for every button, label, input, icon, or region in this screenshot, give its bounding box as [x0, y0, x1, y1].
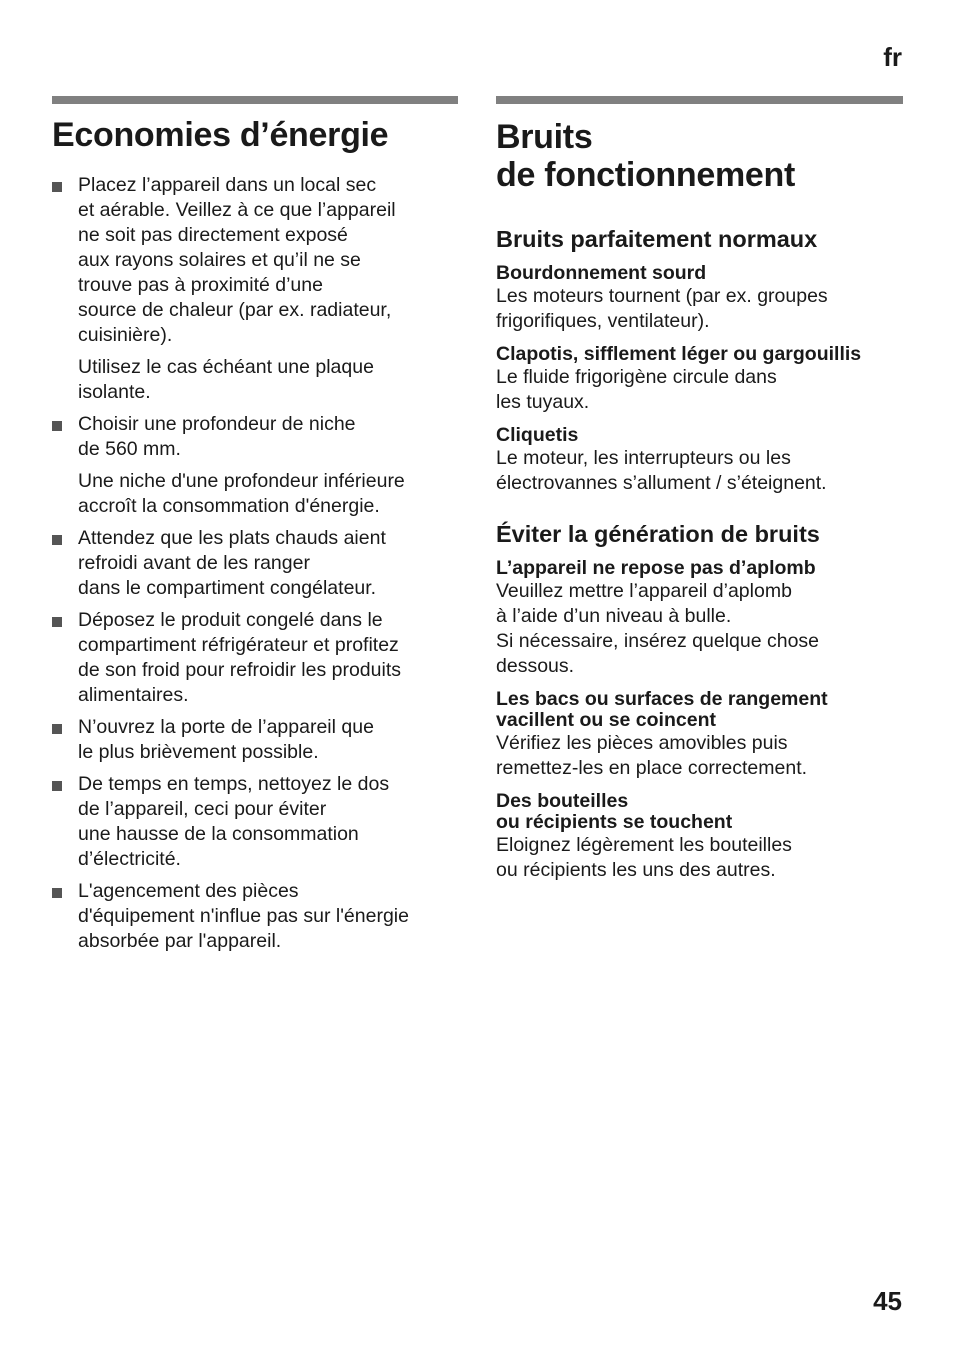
- tip-text: Déposez le produit congelé dans le compartiment réfrigérateur et profitez de son froid pour refroidir les produits alimentaires.: [78, 609, 401, 706]
- entry-title: L’appareil ne repose pas d’aplomb: [496, 557, 816, 579]
- language-code: fr: [883, 42, 902, 72]
- entry-title: Les bacs ou surfaces de rangement vacillent ou se coincent: [496, 688, 828, 731]
- square-bullet-icon: [52, 421, 62, 431]
- section-rule: [52, 96, 458, 104]
- entry-text: Veuillez mettre l’appareil d’aplomb à l’aide d’un niveau à bulle. Si nécessaire, insérez quelque chose dessous.: [496, 580, 820, 677]
- entry-text: Vérifiez les pièces amovibles puis remettez-les en place correctement.: [496, 732, 808, 779]
- list-item: [52, 173, 458, 405]
- entry-text: Les moteurs tournent (par ex. groupes frigorifiques, ventilateur).: [496, 285, 828, 332]
- tip-text: Attendez que les plats chauds aient refroidi avant de les ranger dans le compartiment congélateur.: [78, 527, 386, 599]
- list-item: [52, 772, 458, 872]
- left-column: [52, 96, 458, 961]
- tip-text: N’ouvrez la porte de l’appareil que le plus brièvement possible.: [78, 716, 374, 763]
- tip-text: De temps en temps, nettoyez le dos de l’appareil, ceci pour éviter une hausse de la consommation d’électricité.: [78, 773, 390, 870]
- noise-entry: [496, 791, 903, 883]
- entry-text: Le fluide frigorigène circule dans les tuyaux.: [496, 366, 777, 413]
- noise-entry: [496, 425, 903, 496]
- noise-entry: [496, 689, 903, 781]
- square-bullet-icon: [52, 617, 62, 627]
- entry-title: Des bouteilles ou récipients se touchent: [496, 790, 733, 833]
- entry-text: Eloignez légèrement les bouteilles ou récipients les uns des autres.: [496, 834, 792, 881]
- list-item: [52, 412, 458, 519]
- list-item: [52, 608, 458, 708]
- list-item: [52, 879, 458, 954]
- square-bullet-icon: [52, 182, 62, 192]
- section-title-noise: Bruits de fonctionnement: [496, 118, 796, 194]
- right-column: [496, 96, 903, 883]
- tip-text: Placez l’appareil dans un local sec et aérable. Veillez à ce que l’appareil ne soit pas directement exposé aux rayons solaires et qu’il ne se trouve pas à proximité d’une source de chaleur (par ex. radiateur, cuisinière).: [78, 174, 396, 346]
- section-rule: [496, 96, 903, 104]
- square-bullet-icon: [52, 781, 62, 791]
- section-title-energy: Economies d’énergie: [52, 116, 389, 154]
- square-bullet-icon: [52, 535, 62, 545]
- tip-note: Une niche d'une profondeur inférieure accroît la consommation d'énergie.: [78, 470, 405, 517]
- tip-text: L'agencement des pièces d'équipement n'influe pas sur l'énergie absorbée par l'appareil.: [78, 880, 409, 952]
- square-bullet-icon: [52, 724, 62, 734]
- tip-text: Choisir une profondeur de niche de 560 mm.: [78, 413, 356, 460]
- subsection-heading-avoid-noises: Éviter la génération de bruits: [496, 521, 820, 547]
- noise-entry: [496, 558, 903, 679]
- noise-entry: [496, 263, 903, 334]
- page-number: 45: [873, 1286, 902, 1316]
- square-bullet-icon: [52, 888, 62, 898]
- energy-tips-list: [52, 173, 458, 954]
- entry-title: Clapotis, sifflement léger ou gargouillis: [496, 343, 862, 365]
- entry-text: Le moteur, les interrupteurs ou les électrovannes s’allument / s’éteignent.: [496, 447, 827, 494]
- list-item: [52, 526, 458, 601]
- subsection-heading-normal-noises: Bruits parfaitement normaux: [496, 226, 818, 252]
- noise-entry: [496, 344, 903, 415]
- entry-title: Bourdonnement sourd: [496, 262, 707, 284]
- entry-title: Cliquetis: [496, 424, 579, 446]
- tip-note: Utilisez le cas échéant une plaque isolante.: [78, 356, 374, 403]
- list-item: [52, 715, 458, 765]
